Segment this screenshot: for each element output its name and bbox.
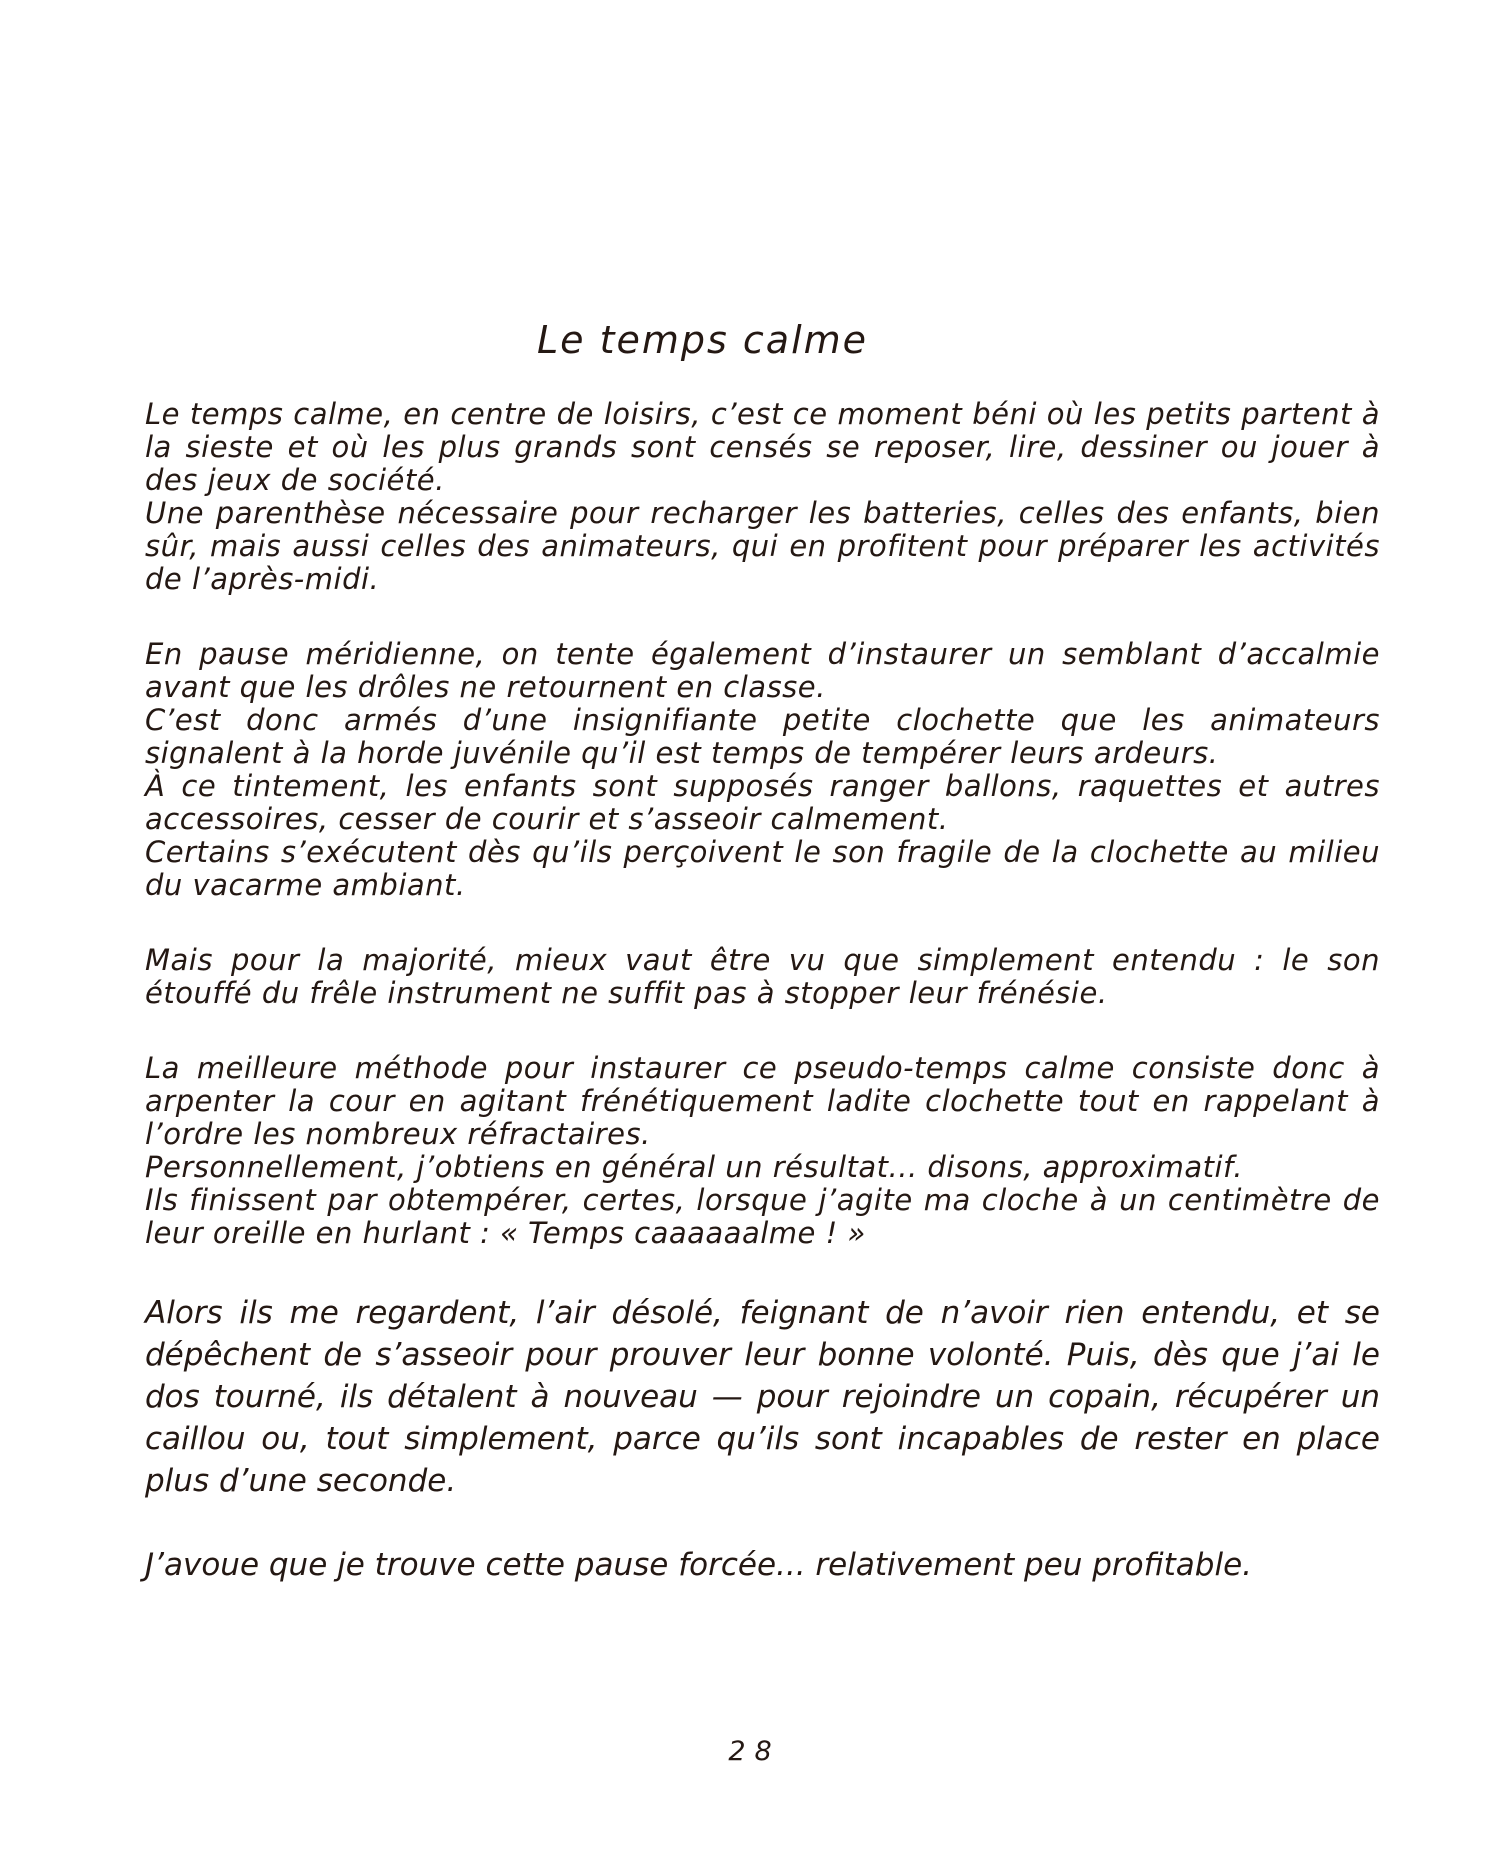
page-number: 28	[728, 1736, 781, 1767]
paragraph-conclusion: J’avoue que je trouve cette pause forcée... relativement peu profitable.	[145, 1547, 1253, 1583]
paragraph-tintement: À ce tintement, les enfants sont supposés ranger ballons, raquettes et autres accessoires, cesser de courir et s’asseoir calmement.	[145, 769, 1380, 836]
paragraph-spacer	[145, 596, 1380, 638]
paragraph-personnellement: Personnellement, j’obtiens en général un résultat... disons, approximatif.	[145, 1150, 1243, 1184]
paragraph-clochette: C’est donc armés d’une insignifiante petite clochette que les animateurs signalent à la horde juvénile qu’il est temps de tempérer leurs ardeurs.	[145, 703, 1380, 770]
paragraph-spacer	[145, 1502, 1380, 1544]
paragraph-intro-1: Le temps calme, en centre de loisirs, c’est ce moment béni où les petits partent à la sieste et où les plus grands sont censés se reposer, lire, dessiner ou jouer à des jeux de société.	[145, 397, 1380, 497]
paragraph-pause-meridienne: En pause méridienne, on tente également d’instaurer un semblant d’accalmie avant que les drôles ne retournent en classe.	[145, 637, 1380, 704]
page-title: Le temps calme	[536, 318, 869, 362]
paragraph-certains: Certains s’exécutent dès qu’ils perçoivent le son fragile de la clochette au milieu du vacarme ambiant.	[145, 835, 1380, 902]
paragraph-meilleure-methode: La meilleure méthode pour instaurer ce pseudo-temps calme consiste donc à arpenter la cour en agitant frénétiquement ladite clochette tout en rappelant à l’ordre les nombreux réfractaires.	[145, 1051, 1380, 1151]
paragraph-spacer	[145, 902, 1380, 944]
paragraph-ils-finissent: Ils finissent par obtempérer, certes, lorsque j’agite ma cloche à un centimètre de leur oreille en hurlant : « Temps caaaaaalme ! »	[145, 1183, 1380, 1250]
paragraph-intro-2: Une parenthèse nécessaire pour recharger les batteries, celles des enfants, bien sûr, mais aussi celles des animateurs, qui en profitent pour préparer les activités de l’après-midi.	[145, 496, 1380, 596]
body-text	[145, 398, 1380, 1586]
paragraph-majorite: Mais pour la majorité, mieux vaut être vu que simplement entendu : le son étouffé du frêle instrument ne suffit pas à stopper leur frénésie.	[145, 943, 1380, 1010]
paragraph-spacer	[145, 1250, 1380, 1292]
paragraph-alors-ils: Alors ils me regardent, l’air désolé, feignant de n’avoir rien entendu, et se dépêchent de s’asseoir pour prouver leur bonne volonté. Puis, dès que j’ai le dos tourné, ils détalent à nouveau — pour rejoindre un copain, récupérer un caillou ou, tout simplement, parce qu’ils sont incapables de rester en place plus d’une seconde.	[145, 1295, 1380, 1499]
paragraph-spacer	[145, 1010, 1380, 1052]
